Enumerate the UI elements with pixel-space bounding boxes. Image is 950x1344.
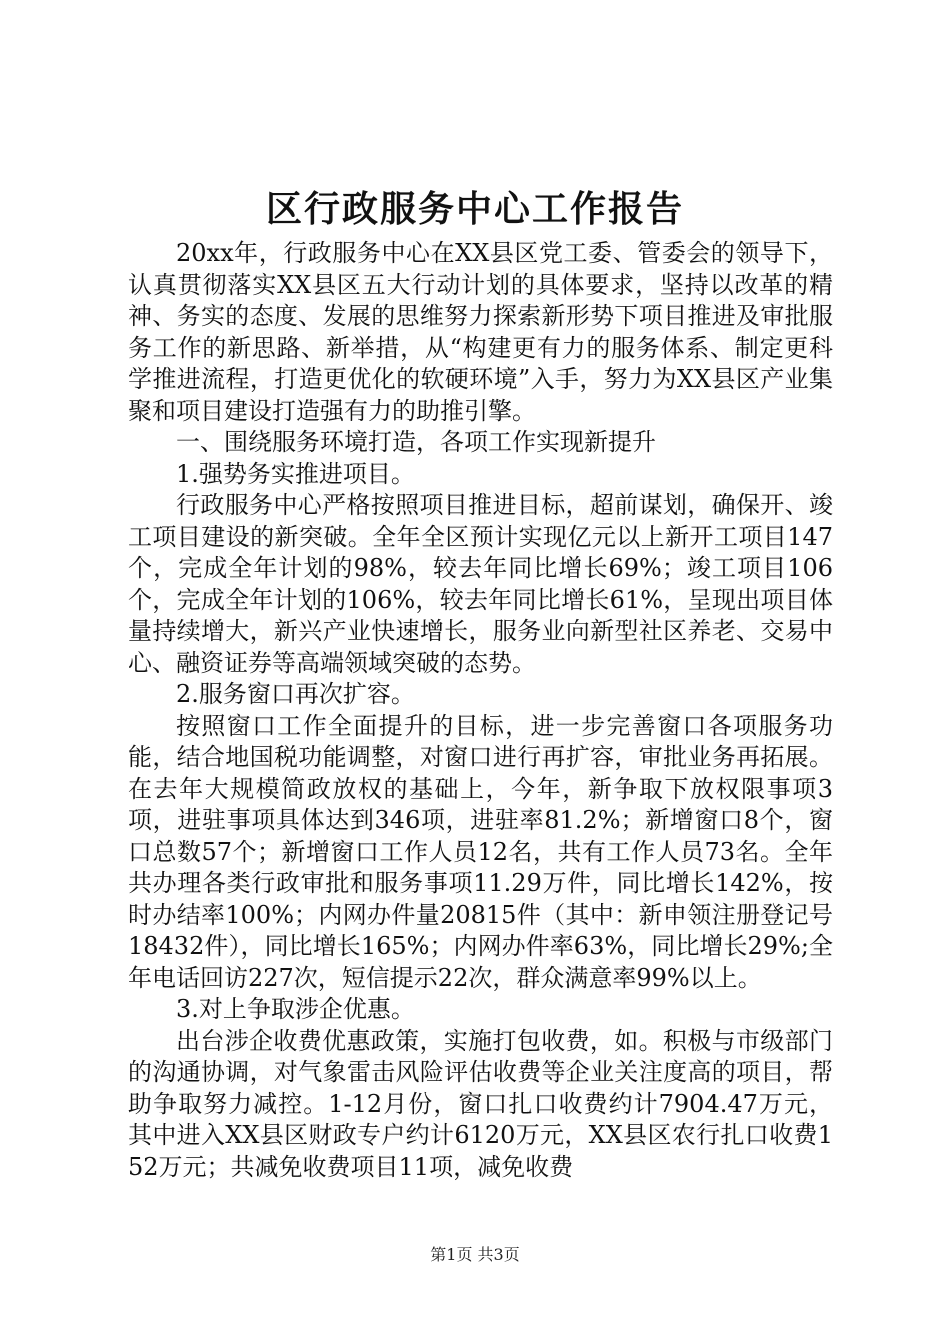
document-title: 区行政服务中心工作报告 xyxy=(265,188,684,230)
document-body xyxy=(128,238,833,1183)
subheading-1: 1.强势务实推进项目。 xyxy=(176,459,415,488)
intro-paragraph: 20xx年，行政服务中心在XX县区党工委、管委会的领导下，认真贯彻落实XX县区五大行动计划的具体要求，坚持以改革的精神、务实的态度、发展的思维努力探索新形势下项目推进及审批服务工作的新思路、新举措，从“构建更有力的服务体系、制定更科学推进流程，打造更优化的软硬环境”入手，努力为XX县区产业集聚和项目建设打造强有力的助推引擎。 xyxy=(128,239,833,425)
subheading-3: 3.对上争取涉企优惠。 xyxy=(176,995,415,1023)
body-paragraph-1: 行政服务中心严格按照项目推进目标，超前谋划，确保开、竣工项目建设的新突破。全年全区预计实现亿元以上新开工项目147个，完成全年计划的98%，较去年同比增长69%；竣工项目106个，完成全年计划的106%，较去年同比增长61%，呈现出项目体量持续增大，新兴产业快速增长，服务业向新型社区养老、交易中心、融资证券等高端领域突破的态势。 xyxy=(128,491,833,677)
subheading-2: 2.服务窗口再次扩容。 xyxy=(176,680,415,708)
page-footer: 第1页 共3页 xyxy=(430,1245,520,1264)
section-heading-1: 一、围绕服务环境打造，各项工作实现新提升 xyxy=(176,428,656,456)
body-paragraph-3: 出台涉企收费优惠政策，实施打包收费，如。积极与市级部门的沟通协调，对气象雷击风险评估收费等企业关注度高的项目，帮助争取努力减控。1-12月份，窗口扎口收费约计7904.47万元，其中进入XX县区财政专户约计6120万元，XX县区农行扎口收费152万元；共减免收费项目11项，减免收费 xyxy=(128,1026,833,1181)
body-paragraph-2: 按照窗口工作全面提升的目标，进一步完善窗口各项服务功能，结合地国税功能调整，对窗口进行再扩容，审批业务再拓展。在去年大规模简政放权的基础上，今年，新争取下放权限事项3项，进驻事项具体达到346项，进驻率81.2%；新增窗口8个，窗口总数57个；新增窗口工作人员12名，共有工作人员73名。全年共办理各类行政审批和服务事项11.29万件，同比增长142%，按时办结率100%；内网办件量20815件（其中：新申领注册登记号18432件），同比增长165%；内网办件率63%，同比增长29%;全年电话回访227次，短信提示22次，群众满意率99%以上。 xyxy=(128,711,833,992)
